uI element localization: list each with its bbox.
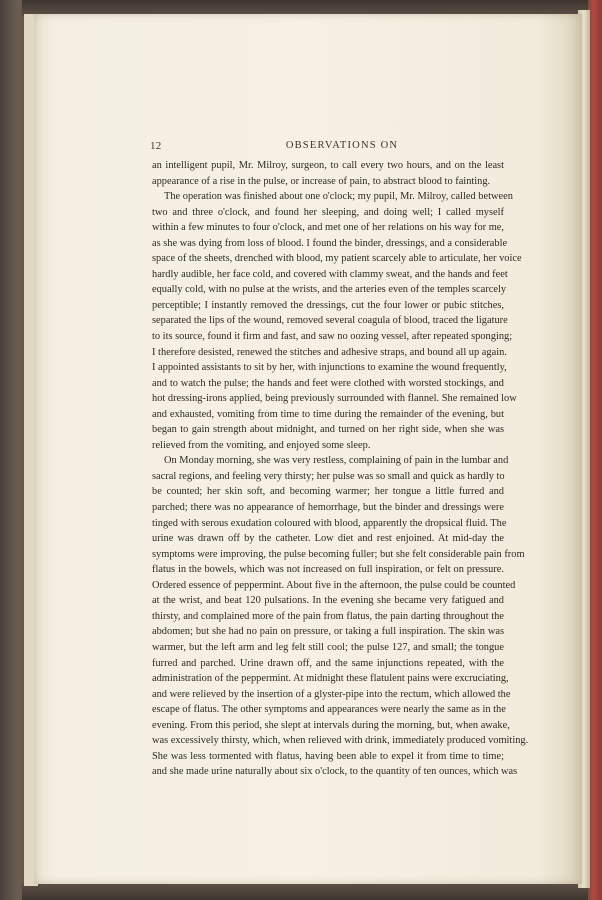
text-line: space of the sheets, drenched with blood, my patient scarcely able to articulate, her voice [152,253,522,265]
text-line: hot dressing-irons applied, being previously surrounded with flannel. She remained low [152,393,517,405]
running-head-title: OBSERVATIONS ON [285,140,399,151]
text-line: I appointed assistants to sit by her, with injunctions to examine the wound frequently, [152,362,507,374]
text-line: thirsty, and complained more of the pain from flatus, the pain darting throughout the [152,610,504,622]
page-number: 12 [150,140,162,152]
text-line: be counted; her skin soft, and becoming warmer; her tongue a little furred and [152,486,504,498]
text-line: tinged with serous exudation coloured with blood, apparently the dropsical fluid. The [152,517,507,529]
text-line: relieved from the vomiting, and enjoyed some sleep. [152,439,371,451]
text-line: at the wrist, and beat 120 pulsations. In the evening she became very fatigued and [152,595,504,607]
text-line: within a few minutes to four o'clock, and met one of her relations on his way for me, [152,222,504,234]
text-line: perceptible; I instantly removed the dressings, cut the four lower or pubic stitches, [152,299,504,311]
text-line: hardly audible, her face cold, and covered with clammy sweat, and the hands and feet [152,268,508,280]
text-line: and exhausted, vomiting from time to time during the remainder of the evening, but [152,408,504,420]
text-line: was excessively thirsty, which, when relieved with drink, immediately produced vomiting. [152,735,529,747]
body-text [152,158,529,780]
text-line: Ordered essence of peppermint. About five in the afternoon, the pulse could be counted [152,579,516,591]
running-head [150,140,520,154]
text-line: sacral regions, and feeling very thirsty; her pulse was so small and quick as hardly to [152,470,505,482]
text-line: abdomen; but she had no pain on pressure, or taking a full inspiration. The skin was [152,626,504,638]
text-line: to its source, found it firm and fast, and saw no oozing vessel, after repeated sponging; [152,331,513,343]
text-line: symptoms were improving, the pulse becoming fuller; but she felt considerable pain from [152,548,525,560]
text-line: flatus in the bowels, which was not increased on full inspiration, or felt on pressure. [152,564,504,576]
text-line: began to gain strength about midnight, and turned on her right side, when she was [152,424,504,436]
text-line: and to watch the pulse; the hands and feet were clothed with worsted stockings, and [152,377,504,389]
text-line: On Monday morning, she was very restless, complaining of pain in the lumbar and [164,455,509,467]
text-line: and she made urine naturally about six o'clock, to the quantity of ten ounces, which was [152,766,518,778]
text-line: administration of the peppermint. At midnight these flatulent pains were excruciating, [152,673,509,685]
text-line: evening. From this period, she slept at intervals during the morning, but, when awake, [152,719,510,731]
text-line: urine was drawn off by the catheter. Low diet and rest enjoined. At mid-day the [152,533,504,545]
text-line: I therefore desisted, renewed the stitches and adhesive straps, and bound all up again. [152,346,507,358]
red-cover-edge [588,0,602,900]
text-line: as she was dying from loss of blood. I found the binder, dressings, and a considerable [152,237,508,249]
text-line: furred and parched. Urine drawn off, and the same injunctions repeated, with the [152,657,504,669]
text-line: an intelligent pupil, Mr. Milroy, surgeon, to call every two hours, and on the least [152,160,504,171]
text-line: two and three o'clock, and found her sleeping, and doing well; I called myself [152,206,504,218]
text-line: parched; there was no appearance of hemorrhage, but the binder and dressings were [152,502,504,514]
text-line: separated the lips of the wound, removed several coagula of blood, traced the ligature [152,315,508,327]
text-line: escape of flatus. The other symptoms and appearances were nearly the same as in the [152,704,506,716]
text-line: She was less tormented with flatus, having been able to expel it from time to time; [152,750,504,762]
cover-bottom-edge [22,884,602,900]
text-line: The operation was finished about one o'clock; my pupil, Mr. Milroy, called between [164,191,513,203]
text-line: and were relieved by the insertion of a glyster-pipe into the rectum, which allowed the [152,688,511,700]
text-line: warmer, but the left arm and leg felt still cool; the pulse 127, and small; the tongue [152,641,504,653]
text-line: appearance of a rise in the pulse, or increase of pain, to abstract blood to fainting. [152,175,491,187]
text-line: equally cold, with no pulse at the wrists, and the arteries even of the temples scarcely [152,284,507,296]
